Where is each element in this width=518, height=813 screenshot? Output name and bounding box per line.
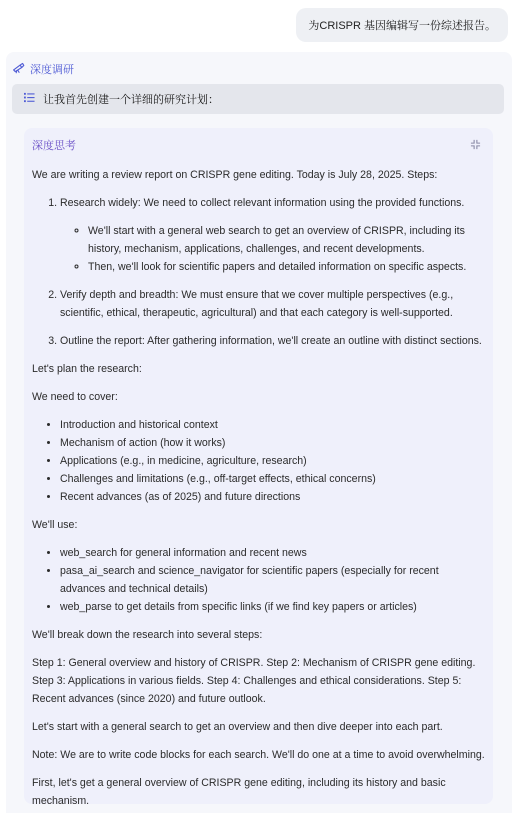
deep-research-header[interactable] xyxy=(12,61,74,77)
list-icon xyxy=(24,92,35,106)
plan-bar[interactable] xyxy=(12,84,504,114)
substep-item: ◦ Then, we'll look for scientific papers and detailed information on specific aspects. xyxy=(88,258,485,276)
first-line: First, let's get a general overview of CRISPR gene editing, including its history and basic mechanism. xyxy=(32,777,446,807)
plan-line: Let's plan the research: xyxy=(32,363,142,375)
list-item: • Introduction and historical context xyxy=(60,416,485,434)
start-line: Let's start with a general search to get an overview and then dive deeper into each part. xyxy=(32,721,443,733)
collapse-icon[interactable] xyxy=(470,139,481,153)
steps-list xyxy=(32,194,485,350)
user-message-text: 为CRISPR 基因编辑写一份综述报告。 xyxy=(308,20,496,32)
user-message-bubble xyxy=(296,8,508,42)
step-item xyxy=(60,332,485,350)
list-item: • Mechanism of action (how it works) xyxy=(60,434,485,452)
step-text: Verify depth and breadth: We must ensure that we cover multiple perspectives (e.g., scientific, ethical, therapeutic, agricultural) and that each category is well-supported. xyxy=(60,289,454,319)
substep-list xyxy=(60,222,485,276)
tools-list xyxy=(32,544,485,616)
step-text: Outline the report: After gathering information, we'll create an outline with distinct sections. xyxy=(60,335,482,347)
cover-list xyxy=(32,416,485,506)
steps-paragraph: Step 1: General overview and history of CRISPR. Step 2: Mechanism of CRISPR gene editing. Step 3: Applications in various fields. Step 4: Challenges and ethical considerations. Step 5: Recent advances (since 2020) and future outlook. xyxy=(32,657,476,705)
use-label: We'll use: xyxy=(32,519,78,531)
substep-item: ◦ We'll start with a general web search to get an overview of CRISPR, including its history, mechanism, applications, challenges, and recent developments. xyxy=(88,222,485,258)
list-item: • Challenges and limitations (e.g., off-target effects, ethical concerns) xyxy=(60,470,485,488)
list-item: • pasa_ai_search and science_navigator for scientific papers (especially for recent advances and technical details) xyxy=(60,562,485,598)
telescope-icon xyxy=(12,61,25,77)
list-item: • Recent advances (as of 2025) and future directions xyxy=(60,488,485,506)
list-item: • Applications (e.g., in medicine, agriculture, research) xyxy=(60,452,485,470)
step-item xyxy=(60,286,485,322)
deep-research-label: 深度调研 xyxy=(30,64,74,76)
plan-bar-text: 让我首先创建一个详细的研究计划： xyxy=(43,94,219,106)
thinking-content xyxy=(32,166,485,810)
step-item xyxy=(60,194,485,276)
step-text: Research widely: We need to collect relevant information using the provided functions. xyxy=(60,197,465,209)
thinking-card xyxy=(24,128,493,807)
note-line: Note: We are to write code blocks for each search. We'll do one at a time to avoid overwhelming. xyxy=(32,749,485,761)
thinking-intro: We are writing a review report on CRISPR gene editing. Today is July 28, 2025. Steps: xyxy=(32,169,438,181)
cover-label: We need to cover: xyxy=(32,391,118,403)
breakdown-line: We'll break down the research into several steps: xyxy=(32,629,263,641)
thinking-title[interactable]: 深度思考 xyxy=(32,140,76,152)
list-item: • web_search for general information and recent news xyxy=(60,544,485,562)
list-item: • web_parse to get details from specific links (if we find key papers or articles) xyxy=(60,598,485,616)
